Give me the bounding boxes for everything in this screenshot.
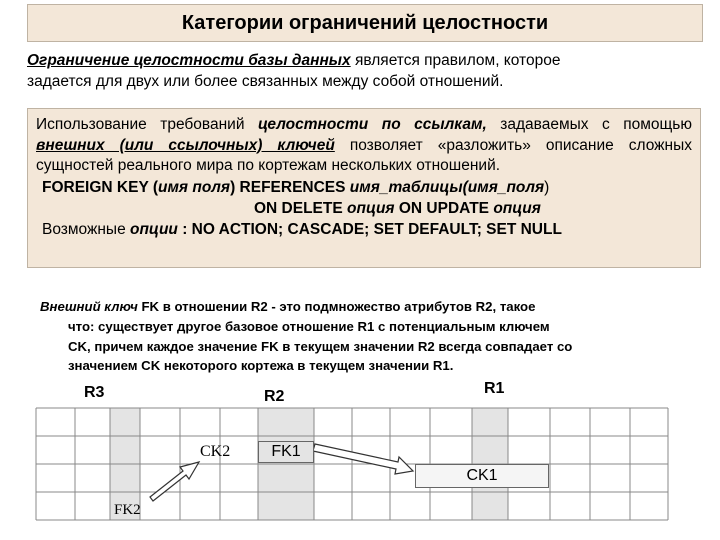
fk-syntax-a: FOREIGN KEY ( [42, 178, 158, 196]
fk1-to-ck1-arrow-icon [313, 444, 413, 474]
ref-term-2: внешних (или ссылочных) ключей [36, 136, 335, 154]
slide-title-text: Категории ограничений целостности [181, 11, 549, 34]
intro-rest: является правилом, которое [350, 52, 561, 69]
fk-syntax-d: имя_таблицы(имя_поля [349, 178, 545, 196]
definition-line2: что: существует другое базовое отношение R1 с потенциальным ключем [68, 318, 550, 334]
intro-term: Ограничение целостности базы данных [27, 52, 351, 69]
definition-lead: Внешний ключ [40, 299, 138, 314]
relation-r1-label: R1 [484, 380, 505, 397]
fk1-label: FK1 [271, 443, 301, 460]
on-syntax-d: опция [493, 199, 541, 217]
options-c: : NO ACTION; CASCADE; SET DEFAULT; SET NULL [177, 220, 562, 238]
definition-line3: CK, причем каждое значение FK в текущем значении R2 всегда совпадает со [68, 338, 573, 354]
relation-r3-label: R3 [84, 384, 105, 401]
fk2-label: FK2 [114, 502, 141, 518]
fk-syntax-e: ) [544, 178, 550, 196]
ref-text-2: задаваемых с помощью [486, 116, 692, 133]
fk1-cell [258, 441, 314, 463]
fk-syntax-c: ) REFERENCES [230, 178, 350, 196]
options-b: опции [130, 220, 178, 238]
on-syntax-a: ON DELETE [254, 199, 348, 217]
fk-syntax-b: имя поля [157, 178, 231, 196]
ck1-label: CK1 [466, 467, 498, 484]
definition-line4: значением CK некоторого кортежа в текущем значении R1. [68, 358, 454, 374]
relation-r2-label: R2 [264, 388, 285, 405]
ck2-label: CK2 [200, 443, 231, 460]
definition-line1: FK в отношении R2 - это подмножество атрибутов R2, такое [137, 299, 536, 314]
intro-line2: задается для двух или более связанных между собой отношений. [27, 73, 504, 90]
on-syntax-c: ON UPDATE [394, 199, 494, 217]
on-syntax-b: опция [347, 199, 395, 217]
ref-text-3: позволяет «разложить» описание сложных сущностей реального мира по кортежам нескольких отношений. [36, 136, 692, 174]
fk2-to-ck2-arrow-icon [150, 462, 199, 501]
ck1-cell [415, 464, 549, 488]
options-a: Возможные [42, 220, 130, 238]
ref-term-1: целостности по ссылкам, [258, 116, 487, 133]
ref-text-1: Использование требований [36, 116, 258, 133]
